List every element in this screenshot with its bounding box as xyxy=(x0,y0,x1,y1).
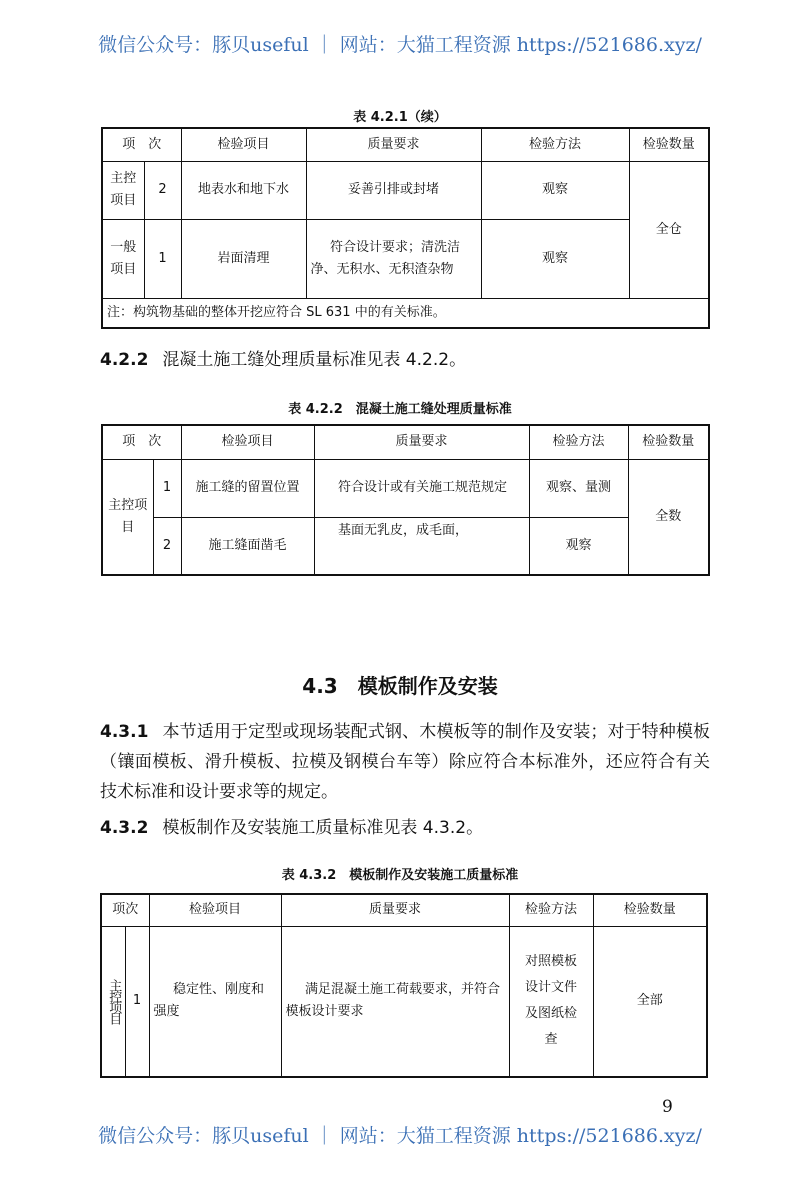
clause-text: 模板制作及安装施工质量标准见表 4.3.2。 xyxy=(162,818,484,838)
table-caption: 表 4.3.2 模板制作及安装施工质量标准 xyxy=(281,868,519,883)
paragraph-4-3-1 xyxy=(100,717,710,807)
cell: 主控项目 xyxy=(102,459,153,575)
cell: 2 xyxy=(153,517,181,575)
header-cell: 质量要求 xyxy=(281,894,509,926)
table-row xyxy=(102,161,709,219)
page-number: 9 xyxy=(662,1097,673,1117)
cell: 主控项目 xyxy=(101,926,125,1077)
paragraph-4-3-2 xyxy=(100,813,710,843)
header-cell: 检验数量 xyxy=(628,425,709,459)
cell: 主控项目 xyxy=(102,161,144,219)
header-cell: 检验方法 xyxy=(481,128,629,161)
cell: 观察、量测 xyxy=(529,459,628,517)
cell: 地表水和地下水 xyxy=(181,161,306,219)
header-cell: 项 次 xyxy=(102,425,181,459)
table-row xyxy=(102,219,709,298)
cell: 妥善引排或封堵 xyxy=(306,161,481,219)
cell: 1 xyxy=(125,926,149,1077)
table-4-2-2 xyxy=(101,424,710,576)
cell: 岩面清理 xyxy=(181,219,306,298)
table-4-3-2 xyxy=(100,893,708,1078)
paragraph-4-2-2 xyxy=(100,345,710,375)
watermark-top: 微信公众号：豚贝useful ｜ 网站：大猫工程资源 https://521686.xyz/ xyxy=(98,34,702,56)
table-4-2-1 xyxy=(101,127,710,329)
table-row xyxy=(102,517,709,575)
cell: 施工缝的留置位置 xyxy=(181,459,314,517)
section-number: 4.3 xyxy=(302,674,338,698)
cell: 1 xyxy=(153,459,181,517)
clause-text: 混凝土施工缝处理质量标准见表 4.2.2。 xyxy=(162,350,467,370)
table-row xyxy=(102,459,709,517)
table-note: 注：构筑物基础的整体开挖应符合 SL 631 中的有关标准。 xyxy=(102,298,709,328)
table-caption: 表 4.2.2 混凝土施工缝处理质量标准 xyxy=(288,402,512,417)
clause-number: 4.3.2 xyxy=(100,818,149,838)
clause-text: 本节适用于定型或现场装配式钢、木模板等的制作及安装；对于特种模板（镶面模板、滑升模板、拉模及钢模台车等）除应符合本标准外，还应符合有关技术标准和设计要求等的规定。 xyxy=(100,722,710,802)
cell: 对照模板设计文件及图纸检查 xyxy=(509,926,593,1077)
cell: 全仓 xyxy=(629,161,709,298)
cell: 符合设计或有关施工规范规定 xyxy=(314,459,529,517)
header-cell: 检验方法 xyxy=(529,425,628,459)
header-cell: 检验数量 xyxy=(629,128,709,161)
header-cell: 项次 xyxy=(101,894,149,926)
header-cell: 检验项目 xyxy=(181,128,306,161)
watermark-bottom: 微信公众号：豚贝useful ｜ 网站：大猫工程资源 https://521686.xyz/ xyxy=(98,1125,702,1147)
section-title: 模板制作及安装 xyxy=(357,674,498,698)
cell: 施工缝面凿毛 xyxy=(181,517,314,575)
cell: 2 xyxy=(144,161,181,219)
cell: 符合设计要求；清洗洁净、无积水、无积渣杂物 xyxy=(306,219,481,298)
header-cell: 检验项目 xyxy=(181,425,314,459)
header-cell: 检验方法 xyxy=(509,894,593,926)
cell: 满足混凝土施工荷载要求，并符合模板设计要求 xyxy=(281,926,509,1077)
cell: 观察 xyxy=(481,161,629,219)
clause-number: 4.2.2 xyxy=(100,350,149,370)
cell: 基面无乳皮，成毛面， xyxy=(314,517,529,575)
cell: 稳定性、刚度和强度 xyxy=(149,926,281,1077)
table-row xyxy=(101,926,707,1077)
table-caption: 表 4.2.1（续） xyxy=(353,110,447,125)
header-cell: 质量要求 xyxy=(314,425,529,459)
cell: 一般项目 xyxy=(102,219,144,298)
cell: 全部 xyxy=(593,926,707,1077)
header-cell: 检验数量 xyxy=(593,894,707,926)
header-cell: 项 次 xyxy=(102,128,181,161)
header-cell: 检验项目 xyxy=(149,894,281,926)
cell: 全数 xyxy=(628,459,709,575)
clause-number: 4.3.1 xyxy=(100,722,149,742)
cell: 1 xyxy=(144,219,181,298)
cell: 观察 xyxy=(481,219,629,298)
cell: 观察 xyxy=(529,517,628,575)
header-cell: 质量要求 xyxy=(306,128,481,161)
section-heading xyxy=(0,670,800,699)
